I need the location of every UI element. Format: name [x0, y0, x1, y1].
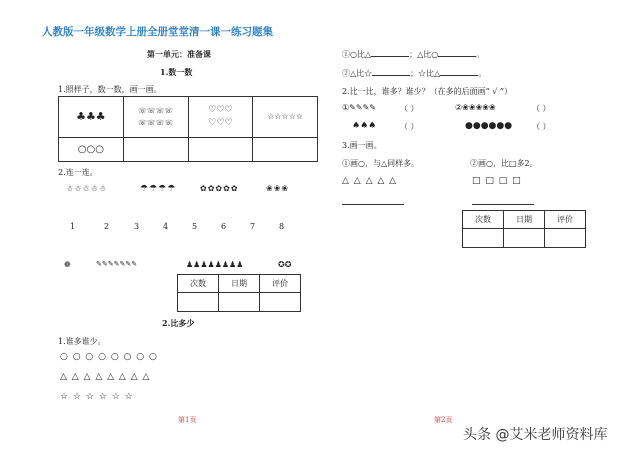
- empty-cell[interactable]: [188, 137, 253, 161]
- picture-group-6: ✎✎✎✎✎✎✎: [96, 260, 138, 268]
- score-header-times: 次数: [178, 275, 219, 293]
- number-6: 6: [221, 222, 227, 231]
- drawing-line-2[interactable]: [472, 204, 534, 205]
- answer-paren[interactable]: （ ）: [532, 104, 551, 113]
- pencils-group: ①✎✎✎✎: [342, 103, 376, 112]
- answer-blank[interactable]: [440, 67, 478, 76]
- phones-cell: ☏☏☏☏ ☏☏☏☏: [123, 97, 188, 138]
- number-3: 3: [134, 222, 140, 231]
- page-number-1: 第1页: [178, 416, 197, 424]
- circles-row: ○ ○ ○ ○ ○ ○ ○ ○: [60, 352, 158, 362]
- hearts-cell: ♡♡♡ ♡♡♡: [188, 97, 253, 138]
- question-3: 1.谁多谁少。: [58, 337, 106, 346]
- question-2: 2.连一连。: [58, 168, 98, 177]
- number-1: 1: [70, 222, 76, 231]
- unit-heading: 第一单元：准备课: [147, 49, 211, 59]
- picture-group-8: ✪✪: [278, 260, 292, 269]
- picture-group-1: ☃☃☃☃☃: [66, 184, 107, 193]
- section-heading-count: 1.数一数: [160, 67, 193, 77]
- watermark-text: 头条 @艾米老师资料库: [463, 427, 608, 443]
- picture-group-2: ☂☂☂☂: [140, 184, 177, 194]
- question-compare: 2.比一比，谁多？谁少？（在多的后面画“ √ ”）: [342, 87, 512, 96]
- circles-cell: ○○○: [59, 137, 124, 161]
- score-cell[interactable]: [178, 293, 219, 312]
- dots-group: ●●●●●●: [465, 121, 513, 131]
- section-heading-compare: 2.比多少: [162, 318, 195, 328]
- score-header-date: 日期: [219, 275, 260, 293]
- stars-cell: ☆☆☆☆☆: [253, 97, 318, 138]
- squares-row: □ □ □ □: [472, 176, 522, 186]
- picture-group-3: ✿✿✿✿✿: [200, 184, 239, 193]
- triangles-row-page2: △ △ △ △ △: [342, 176, 398, 186]
- score-table-page2: [462, 210, 586, 248]
- score-header-rating: 评价: [545, 211, 586, 229]
- drawing-line-1[interactable]: [342, 204, 404, 205]
- score-header-times: 次数: [463, 211, 504, 229]
- number-5: 5: [192, 222, 198, 231]
- page-number-2: 第2页: [434, 416, 453, 424]
- answer-blank[interactable]: [371, 48, 409, 57]
- score-cell[interactable]: [504, 229, 545, 248]
- compare-line-1: ①○比△ ；△比○ 。: [342, 50, 485, 59]
- question-draw: 3.画一画。: [342, 141, 382, 150]
- draw-instruction-1: ①画○，与△同样多。: [342, 159, 420, 168]
- spades-group: ♠♠♠: [352, 121, 377, 131]
- score-cell[interactable]: [463, 229, 504, 248]
- picture-group-5: ❁: [64, 260, 71, 269]
- answer-paren[interactable]: （ ）: [400, 104, 419, 113]
- score-cell[interactable]: [219, 293, 260, 312]
- stars-row: ☆ ☆ ☆ ☆ ☆ ☆: [60, 392, 134, 402]
- score-cell[interactable]: [260, 293, 301, 312]
- score-header-date: 日期: [504, 211, 545, 229]
- number-4: 4: [163, 222, 169, 231]
- picture-group-4: ❀❀❀: [266, 184, 290, 193]
- counting-table: [58, 96, 318, 162]
- clubs-cell: ♣♣♣: [59, 97, 124, 138]
- number-2: 2: [104, 222, 110, 231]
- empty-cell[interactable]: [253, 137, 318, 161]
- document-title: 人教版一年级数学上册全册堂堂清一课一练习题集: [42, 26, 273, 38]
- answer-blank[interactable]: [372, 67, 410, 76]
- question-1: 1.照样子，数一数，画一画。: [58, 85, 162, 94]
- number-7: 7: [250, 222, 256, 231]
- number-8: 8: [279, 222, 285, 231]
- score-header-rating: 评价: [260, 275, 301, 293]
- draw-instruction-2: ②画○，比□多2。: [470, 159, 538, 168]
- answer-paren[interactable]: （ ）: [400, 122, 419, 131]
- triangles-row: △ △ △ △ △ △ △ △: [60, 372, 151, 382]
- score-cell[interactable]: [545, 229, 586, 248]
- answer-paren[interactable]: （ ）: [532, 122, 551, 131]
- empty-cell[interactable]: [123, 137, 188, 161]
- picture-group-7: ♟♟♟♟♟♟♟♟: [186, 260, 244, 269]
- compare-line-2: ②△比☆ ；☆比△ 。: [342, 69, 487, 78]
- flowers-group: ②❀❀❀❀❀: [455, 103, 496, 112]
- answer-blank[interactable]: [438, 48, 476, 57]
- score-table-page1: [177, 274, 301, 312]
